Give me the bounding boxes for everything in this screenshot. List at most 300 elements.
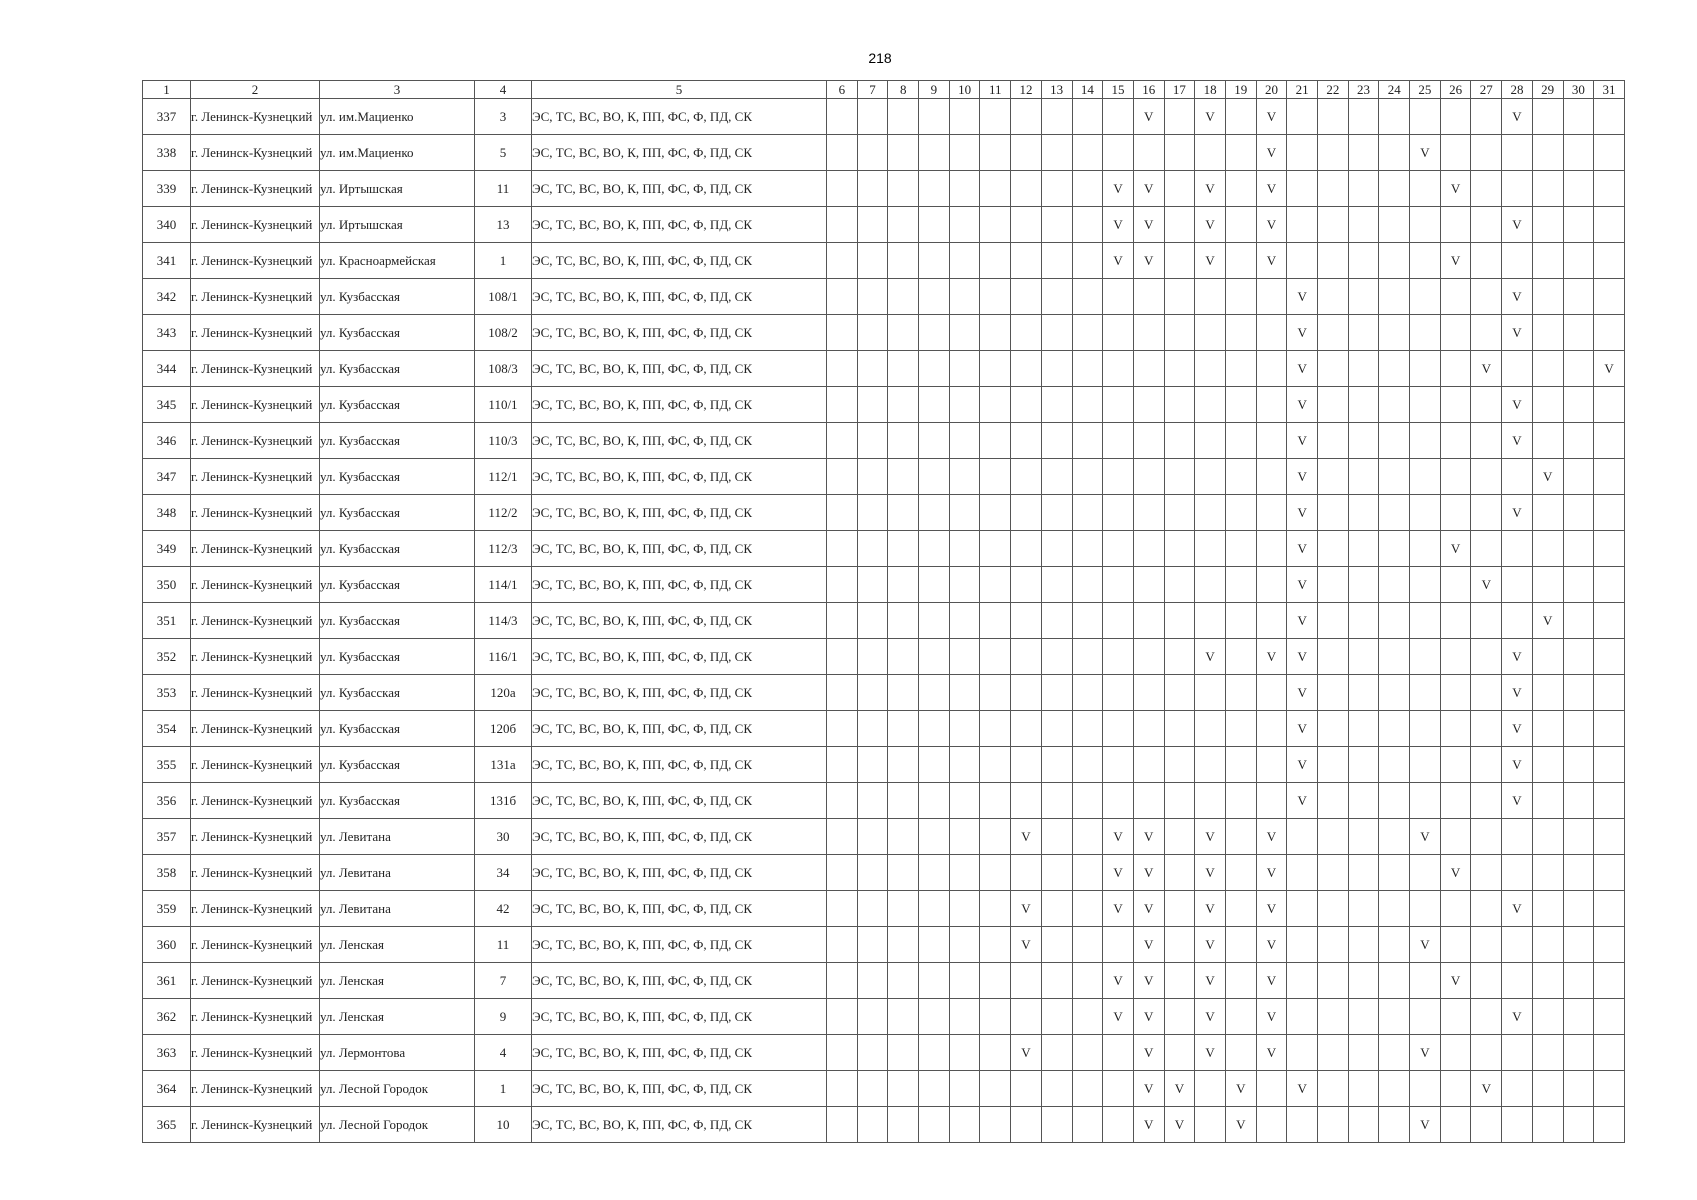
mark-cell — [1133, 531, 1164, 567]
systems-cell: ЭС, ТС, ВС, ВО, К, ПП, ФС, Ф, ПД, СК — [532, 855, 827, 891]
systems-cell: ЭС, ТС, ВС, ВО, К, ПП, ФС, Ф, ПД, СК — [532, 243, 827, 279]
systems-cell: ЭС, ТС, ВС, ВО, К, ПП, ФС, Ф, ПД, СК — [532, 783, 827, 819]
check-mark: V — [1144, 972, 1154, 988]
mark-cell — [1563, 387, 1594, 423]
mark-cell — [1471, 387, 1502, 423]
mark-cell — [1440, 711, 1471, 747]
mark-cell — [1287, 1071, 1318, 1107]
check-mark: V — [1297, 576, 1307, 592]
buildings-table — [142, 80, 1625, 1143]
mark-cell — [1440, 675, 1471, 711]
house-number-cell: 131б — [475, 783, 532, 819]
mark-cell — [1133, 891, 1164, 927]
mark-cell — [1287, 1035, 1318, 1071]
mark-cell — [1195, 1107, 1226, 1143]
mark-cell — [949, 891, 980, 927]
mark-cell — [1532, 459, 1563, 495]
mark-cell — [1563, 315, 1594, 351]
mark-cell — [1011, 279, 1042, 315]
mark-cell — [1410, 639, 1441, 675]
column-header: 10 — [949, 81, 980, 99]
mark-cell — [1011, 819, 1042, 855]
systems-cell: ЭС, ТС, ВС, ВО, К, ПП, ФС, Ф, ПД, СК — [532, 351, 827, 387]
mark-cell — [1440, 135, 1471, 171]
mark-cell — [1225, 855, 1256, 891]
house-number-cell: 131а — [475, 747, 532, 783]
mark-cell — [1594, 315, 1625, 351]
column-header: 29 — [1532, 81, 1563, 99]
mark-cell — [949, 927, 980, 963]
row-number-cell: 346 — [143, 423, 191, 459]
mark-cell — [1041, 711, 1072, 747]
house-number-cell: 9 — [475, 999, 532, 1035]
mark-cell — [1256, 1107, 1287, 1143]
mark-cell — [1502, 207, 1533, 243]
check-mark: V — [1266, 108, 1277, 124]
mark-cell — [1379, 855, 1410, 891]
street-cell: ул. Ленская — [320, 963, 475, 999]
mark-cell — [1225, 243, 1256, 279]
house-number-cell: 108/1 — [475, 279, 532, 315]
mark-cell — [1164, 747, 1195, 783]
table-row — [143, 279, 1625, 315]
table-row — [143, 603, 1625, 639]
check-mark: V — [1542, 612, 1553, 628]
mark-cell — [1502, 711, 1533, 747]
mark-cell — [1195, 531, 1226, 567]
mark-cell — [1256, 891, 1287, 927]
check-mark: V — [1266, 864, 1277, 880]
column-header: 3 — [320, 81, 475, 99]
house-number-cell: 110/1 — [475, 387, 532, 423]
mark-cell — [1164, 495, 1195, 531]
mark-cell — [827, 747, 858, 783]
mark-cell — [1072, 639, 1103, 675]
check-mark: V — [1144, 1008, 1154, 1024]
check-mark: V — [1205, 1008, 1215, 1024]
mark-cell — [1133, 1035, 1164, 1071]
mark-cell — [1133, 207, 1164, 243]
row-number-cell: 358 — [143, 855, 191, 891]
mark-cell — [1164, 639, 1195, 675]
street-cell: ул. Кузбасская — [320, 675, 475, 711]
mark-cell — [1164, 1107, 1195, 1143]
check-mark: V — [1512, 324, 1522, 340]
mark-cell — [1471, 351, 1502, 387]
city-cell: г. Ленинск-Кузнецкий — [191, 99, 320, 135]
mark-cell — [980, 459, 1011, 495]
mark-cell — [888, 711, 919, 747]
mark-cell — [1471, 675, 1502, 711]
check-mark: V — [1266, 828, 1277, 844]
mark-cell — [1532, 963, 1563, 999]
mark-cell — [1195, 279, 1226, 315]
systems-cell: ЭС, ТС, ВС, ВО, К, ПП, ФС, Ф, ПД, СК — [532, 747, 827, 783]
mark-cell — [827, 891, 858, 927]
table-row — [143, 819, 1625, 855]
mark-cell — [949, 675, 980, 711]
table-row — [143, 783, 1625, 819]
mark-cell — [1072, 423, 1103, 459]
column-header: 2 — [191, 81, 320, 99]
mark-cell — [857, 1107, 888, 1143]
mark-cell — [1103, 927, 1134, 963]
mark-cell — [1379, 567, 1410, 603]
mark-cell — [1502, 819, 1533, 855]
city-cell: г. Ленинск-Кузнецкий — [191, 711, 320, 747]
check-mark: V — [1297, 432, 1307, 448]
mark-cell — [1287, 927, 1318, 963]
column-header: 5 — [532, 81, 827, 99]
mark-cell — [1318, 855, 1349, 891]
mark-cell — [1410, 135, 1441, 171]
city-cell: г. Ленинск-Кузнецкий — [191, 459, 320, 495]
mark-cell — [1379, 1035, 1410, 1071]
mark-cell — [1195, 783, 1226, 819]
mark-cell — [857, 855, 888, 891]
mark-cell — [1072, 99, 1103, 135]
systems-cell: ЭС, ТС, ВС, ВО, К, ПП, ФС, Ф, ПД, СК — [532, 171, 827, 207]
mark-cell — [1563, 819, 1594, 855]
check-mark: V — [1144, 252, 1154, 268]
mark-cell — [1502, 567, 1533, 603]
mark-cell — [1103, 747, 1134, 783]
mark-cell — [1133, 351, 1164, 387]
mark-cell — [1410, 819, 1441, 855]
mark-cell — [1103, 675, 1134, 711]
mark-cell — [1532, 387, 1563, 423]
mark-cell — [827, 819, 858, 855]
mark-cell — [1164, 423, 1195, 459]
mark-cell — [1471, 711, 1502, 747]
mark-cell — [1532, 243, 1563, 279]
city-cell: г. Ленинск-Кузнецкий — [191, 999, 320, 1035]
check-mark: V — [1205, 972, 1215, 988]
street-cell: ул. Кузбасская — [320, 351, 475, 387]
table-row — [143, 207, 1625, 243]
mark-cell — [919, 783, 950, 819]
mark-cell — [1011, 207, 1042, 243]
mark-cell — [1072, 531, 1103, 567]
mark-cell — [857, 495, 888, 531]
mark-cell — [1287, 351, 1318, 387]
mark-cell — [888, 1107, 919, 1143]
mark-cell — [1563, 99, 1594, 135]
mark-cell — [980, 711, 1011, 747]
row-number-cell: 363 — [143, 1035, 191, 1071]
house-number-cell: 7 — [475, 963, 532, 999]
mark-cell — [1133, 819, 1164, 855]
column-header: 18 — [1195, 81, 1226, 99]
mark-cell — [1164, 783, 1195, 819]
city-cell: г. Ленинск-Кузнецкий — [191, 567, 320, 603]
mark-cell — [888, 171, 919, 207]
mark-cell — [827, 279, 858, 315]
mark-cell — [888, 819, 919, 855]
mark-cell — [1287, 747, 1318, 783]
mark-cell — [1471, 243, 1502, 279]
check-mark: V — [1113, 216, 1123, 232]
mark-cell — [1041, 423, 1072, 459]
mark-cell — [919, 387, 950, 423]
street-cell: ул. Кузбасская — [320, 567, 475, 603]
mark-cell — [1502, 1107, 1533, 1143]
city-cell: г. Ленинск-Кузнецкий — [191, 1035, 320, 1071]
check-mark: V — [1481, 360, 1491, 376]
street-cell: ул. Лесной Городок — [320, 1107, 475, 1143]
mark-cell — [949, 459, 980, 495]
mark-cell — [1440, 315, 1471, 351]
mark-cell — [1041, 783, 1072, 819]
mark-cell — [1195, 207, 1226, 243]
mark-cell — [1410, 927, 1441, 963]
mark-cell — [1348, 99, 1379, 135]
mark-cell — [1225, 1107, 1256, 1143]
mark-cell — [1195, 99, 1226, 135]
check-mark: V — [1144, 216, 1154, 232]
mark-cell — [949, 99, 980, 135]
column-header: 8 — [888, 81, 919, 99]
mark-cell — [1041, 495, 1072, 531]
mark-cell — [980, 351, 1011, 387]
house-number-cell: 30 — [475, 819, 532, 855]
mark-cell — [1103, 423, 1134, 459]
mark-cell — [1256, 351, 1287, 387]
mark-cell — [1072, 351, 1103, 387]
mark-cell — [919, 1071, 950, 1107]
mark-cell — [1379, 423, 1410, 459]
mark-cell — [1502, 891, 1533, 927]
systems-cell: ЭС, ТС, ВС, ВО, К, ПП, ФС, Ф, ПД, СК — [532, 207, 827, 243]
column-header: 26 — [1440, 81, 1471, 99]
mark-cell — [1256, 963, 1287, 999]
mark-cell — [1471, 639, 1502, 675]
mark-cell — [1594, 207, 1625, 243]
check-mark: V — [1144, 1080, 1154, 1096]
city-cell: г. Ленинск-Кузнецкий — [191, 927, 320, 963]
mark-cell — [949, 207, 980, 243]
check-mark: V — [1205, 252, 1215, 268]
mark-cell — [888, 783, 919, 819]
mark-cell — [1041, 747, 1072, 783]
mark-cell — [1563, 495, 1594, 531]
check-mark: V — [1512, 108, 1522, 124]
mark-cell — [1471, 927, 1502, 963]
mark-cell — [919, 315, 950, 351]
mark-cell — [1440, 1035, 1471, 1071]
mark-cell — [1532, 495, 1563, 531]
column-header: 6 — [827, 81, 858, 99]
mark-cell — [1287, 135, 1318, 171]
mark-cell — [827, 531, 858, 567]
mark-cell — [1041, 243, 1072, 279]
mark-cell — [949, 783, 980, 819]
check-mark: V — [1512, 684, 1522, 700]
mark-cell — [1532, 279, 1563, 315]
mark-cell — [1041, 459, 1072, 495]
mark-cell — [1471, 891, 1502, 927]
mark-cell — [980, 567, 1011, 603]
mark-cell — [857, 999, 888, 1035]
check-mark: V — [1420, 1116, 1430, 1132]
mark-cell — [1563, 459, 1594, 495]
mark-cell — [1563, 531, 1594, 567]
mark-cell — [949, 963, 980, 999]
mark-cell — [1471, 423, 1502, 459]
check-mark: V — [1297, 468, 1307, 484]
systems-cell: ЭС, ТС, ВС, ВО, К, ПП, ФС, Ф, ПД, СК — [532, 315, 827, 351]
mark-cell — [1594, 855, 1625, 891]
mark-cell — [1011, 711, 1042, 747]
mark-cell — [1594, 423, 1625, 459]
city-cell: г. Ленинск-Кузнецкий — [191, 351, 320, 387]
mark-cell — [1410, 351, 1441, 387]
mark-cell — [1011, 459, 1042, 495]
mark-cell — [1256, 927, 1287, 963]
mark-cell — [1532, 783, 1563, 819]
mark-cell — [1133, 927, 1164, 963]
mark-cell — [1195, 135, 1226, 171]
mark-cell — [1072, 675, 1103, 711]
table-row — [143, 135, 1625, 171]
mark-cell — [857, 603, 888, 639]
mark-cell — [1103, 171, 1134, 207]
row-number-cell: 359 — [143, 891, 191, 927]
systems-cell: ЭС, ТС, ВС, ВО, К, ПП, ФС, Ф, ПД, СК — [532, 963, 827, 999]
mark-cell — [1532, 927, 1563, 963]
mark-cell — [1594, 891, 1625, 927]
row-number-cell: 354 — [143, 711, 191, 747]
mark-cell — [857, 819, 888, 855]
house-number-cell: 114/3 — [475, 603, 532, 639]
mark-cell — [1594, 99, 1625, 135]
mark-cell — [1471, 279, 1502, 315]
mark-cell — [1041, 207, 1072, 243]
row-number-cell: 356 — [143, 783, 191, 819]
mark-cell — [980, 1071, 1011, 1107]
city-cell: г. Ленинск-Кузнецкий — [191, 891, 320, 927]
mark-cell — [1502, 279, 1533, 315]
mark-cell — [980, 423, 1011, 459]
systems-cell: ЭС, ТС, ВС, ВО, К, ПП, ФС, Ф, ПД, СК — [532, 675, 827, 711]
city-cell: г. Ленинск-Кузнецкий — [191, 531, 320, 567]
mark-cell — [1410, 315, 1441, 351]
mark-cell — [1318, 1035, 1349, 1071]
systems-cell: ЭС, ТС, ВС, ВО, К, ПП, ФС, Ф, ПД, СК — [532, 819, 827, 855]
mark-cell — [980, 531, 1011, 567]
check-mark: V — [1113, 252, 1123, 268]
check-mark: V — [1297, 648, 1307, 664]
mark-cell — [1471, 495, 1502, 531]
check-mark: V — [1512, 288, 1522, 304]
mark-cell — [1440, 351, 1471, 387]
mark-cell — [1410, 207, 1441, 243]
mark-cell — [1532, 207, 1563, 243]
street-cell: ул. Кузбасская — [320, 531, 475, 567]
mark-cell — [1379, 603, 1410, 639]
check-mark: V — [1236, 1116, 1246, 1132]
mark-cell — [1348, 315, 1379, 351]
mark-cell — [1011, 999, 1042, 1035]
mark-cell — [1164, 1071, 1195, 1107]
column-header: 24 — [1379, 81, 1410, 99]
mark-cell — [1563, 603, 1594, 639]
mark-cell — [1594, 1035, 1625, 1071]
mark-cell — [1348, 243, 1379, 279]
check-mark: V — [1512, 1008, 1522, 1024]
mark-cell — [1348, 1071, 1379, 1107]
mark-cell — [1225, 315, 1256, 351]
mark-cell — [1103, 1035, 1134, 1071]
mark-cell — [980, 279, 1011, 315]
mark-cell — [1440, 567, 1471, 603]
check-mark: V — [1205, 216, 1215, 232]
check-mark: V — [1113, 864, 1123, 880]
house-number-cell: 108/3 — [475, 351, 532, 387]
mark-cell — [1471, 747, 1502, 783]
mark-cell — [949, 351, 980, 387]
mark-cell — [1318, 171, 1349, 207]
street-cell: ул. Красноармейская — [320, 243, 475, 279]
table-row — [143, 711, 1625, 747]
mark-cell — [1103, 1071, 1134, 1107]
mark-cell — [888, 351, 919, 387]
mark-cell — [857, 927, 888, 963]
mark-cell — [1256, 603, 1287, 639]
row-number-cell: 345 — [143, 387, 191, 423]
mark-cell — [980, 819, 1011, 855]
mark-cell — [1563, 567, 1594, 603]
street-cell: ул. Кузбасская — [320, 783, 475, 819]
check-mark: V — [1144, 864, 1154, 880]
mark-cell — [1041, 567, 1072, 603]
mark-cell — [1410, 603, 1441, 639]
mark-cell — [888, 279, 919, 315]
mark-cell — [1041, 279, 1072, 315]
mark-cell — [949, 315, 980, 351]
mark-cell — [827, 1035, 858, 1071]
column-header: 22 — [1318, 81, 1349, 99]
mark-cell — [1225, 459, 1256, 495]
mark-cell — [1256, 279, 1287, 315]
mark-cell — [1103, 351, 1134, 387]
mark-cell — [1072, 243, 1103, 279]
mark-cell — [1410, 999, 1441, 1035]
house-number-cell: 112/2 — [475, 495, 532, 531]
check-mark: V — [1174, 1116, 1185, 1132]
mark-cell — [1256, 711, 1287, 747]
mark-cell — [1563, 855, 1594, 891]
mark-cell — [949, 171, 980, 207]
mark-cell — [1318, 495, 1349, 531]
mark-cell — [857, 207, 888, 243]
mark-cell — [1287, 99, 1318, 135]
mark-cell — [1195, 387, 1226, 423]
mark-cell — [919, 99, 950, 135]
systems-cell: ЭС, ТС, ВС, ВО, К, ПП, ФС, Ф, ПД, СК — [532, 459, 827, 495]
mark-cell — [919, 243, 950, 279]
mark-cell — [857, 387, 888, 423]
mark-cell — [980, 1107, 1011, 1143]
mark-cell — [827, 315, 858, 351]
mark-cell — [1532, 315, 1563, 351]
mark-cell — [888, 495, 919, 531]
mark-cell — [1502, 747, 1533, 783]
street-cell: ул. Кузбасская — [320, 279, 475, 315]
mark-cell — [980, 927, 1011, 963]
mark-cell — [1225, 639, 1256, 675]
mark-cell — [919, 891, 950, 927]
